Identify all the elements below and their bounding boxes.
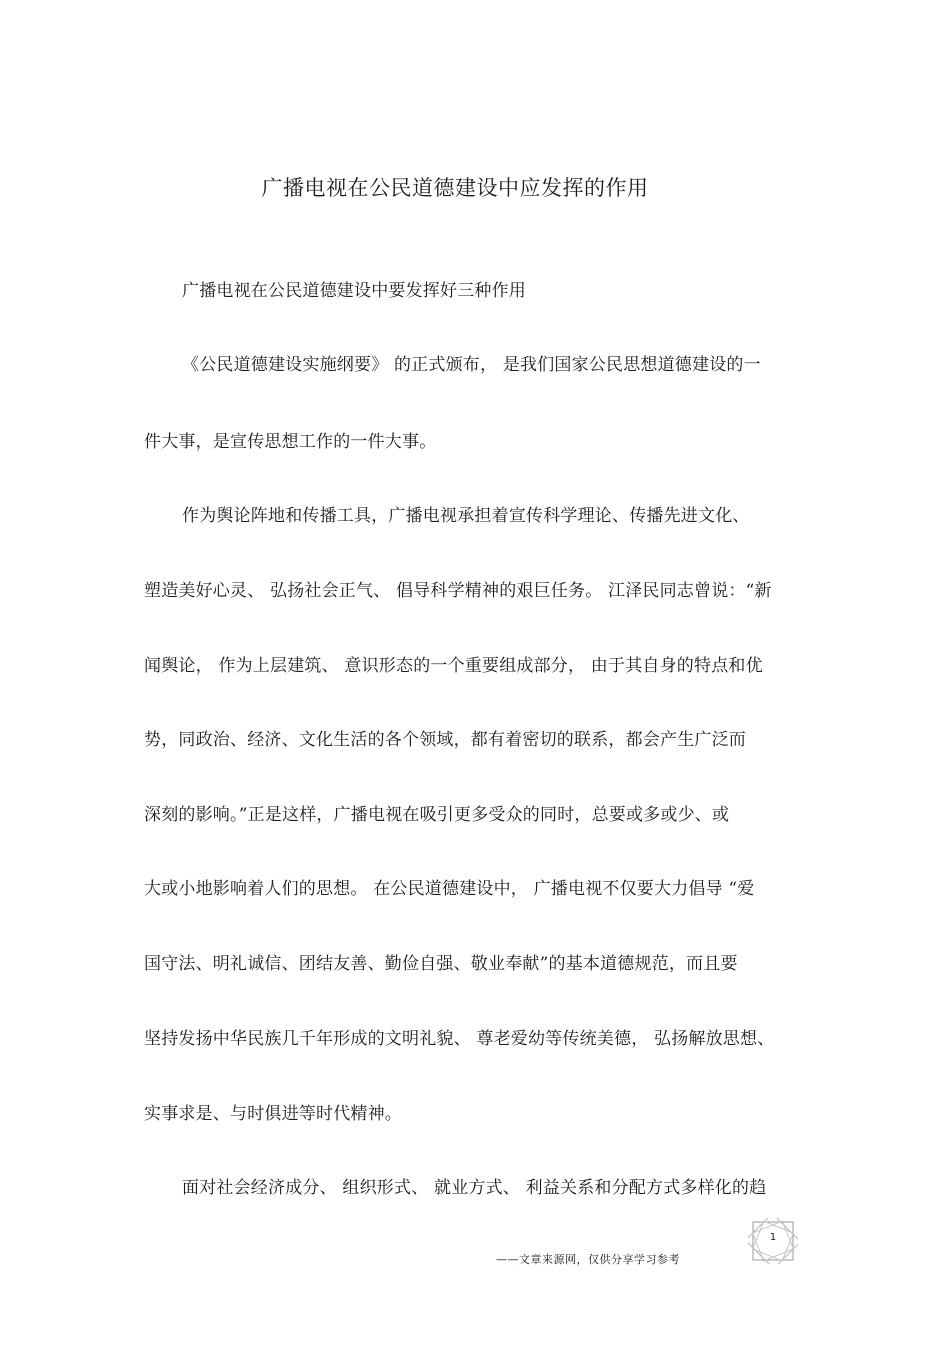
page-title: 广播电视在公民道德建设中应发挥的作用 [261, 176, 649, 200]
body-line: 势，同政治、经济、文化生活的各个领域，都有着密切的联系，都会产生广泛而 [144, 730, 746, 750]
subtitle-line: 广播电视在公民道德建设中要发挥好三种作用 [182, 281, 526, 301]
page-number-badge [748, 1218, 798, 1264]
body-line: 坚持发扬中华民族几千年形成的文明礼貌、 尊老爱幼等传统美德， 弘扬解放思想、 [144, 1029, 775, 1049]
body-line: 实事求是、与时俱进等时代精神。 [144, 1104, 402, 1124]
page-number: 1 [769, 1232, 777, 1243]
body-line: 面对社会经济成分、 组织形式、 就业方式、 利益关系和分配方式多样化的趋 [182, 1178, 767, 1198]
body-line: 闻舆论， 作为上层建筑、 意识形态的一个重要组成部分， 由于其自身的特点和优 [144, 656, 763, 676]
body-line: 深刻的影响。”正是这样，广播电视在吸引更多受众的同时，总要或多或少、或 [144, 805, 730, 825]
body-line: 作为舆论阵地和传播工具，广播电视承担着宣传科学理论、传播先进文化、 [182, 506, 750, 526]
footer-source-note: ——文章来源网，仅供分享学习参考 [496, 1253, 680, 1266]
body-line: 大或小地影响着人们的思想。 在公民道德建设中， 广播电视不仅要大力倡导 “爱 [144, 879, 755, 899]
body-line: 《公民道德建设实施纲要》 的正式颁布， 是我们国家公民思想道德建设的一 [182, 355, 761, 375]
body-line: 件大事，是宣传思想工作的一件大事。 [144, 432, 437, 452]
body-line: 国守法、明礼诚信、团结友善、勤俭自强、敬业奉献”的基本道德规范，而且要 [144, 954, 738, 974]
body-line: 塑造美好心灵、 弘扬社会正气、 倡导科学精神的艰巨任务。 江泽民同志曾说：“新 [144, 581, 772, 601]
